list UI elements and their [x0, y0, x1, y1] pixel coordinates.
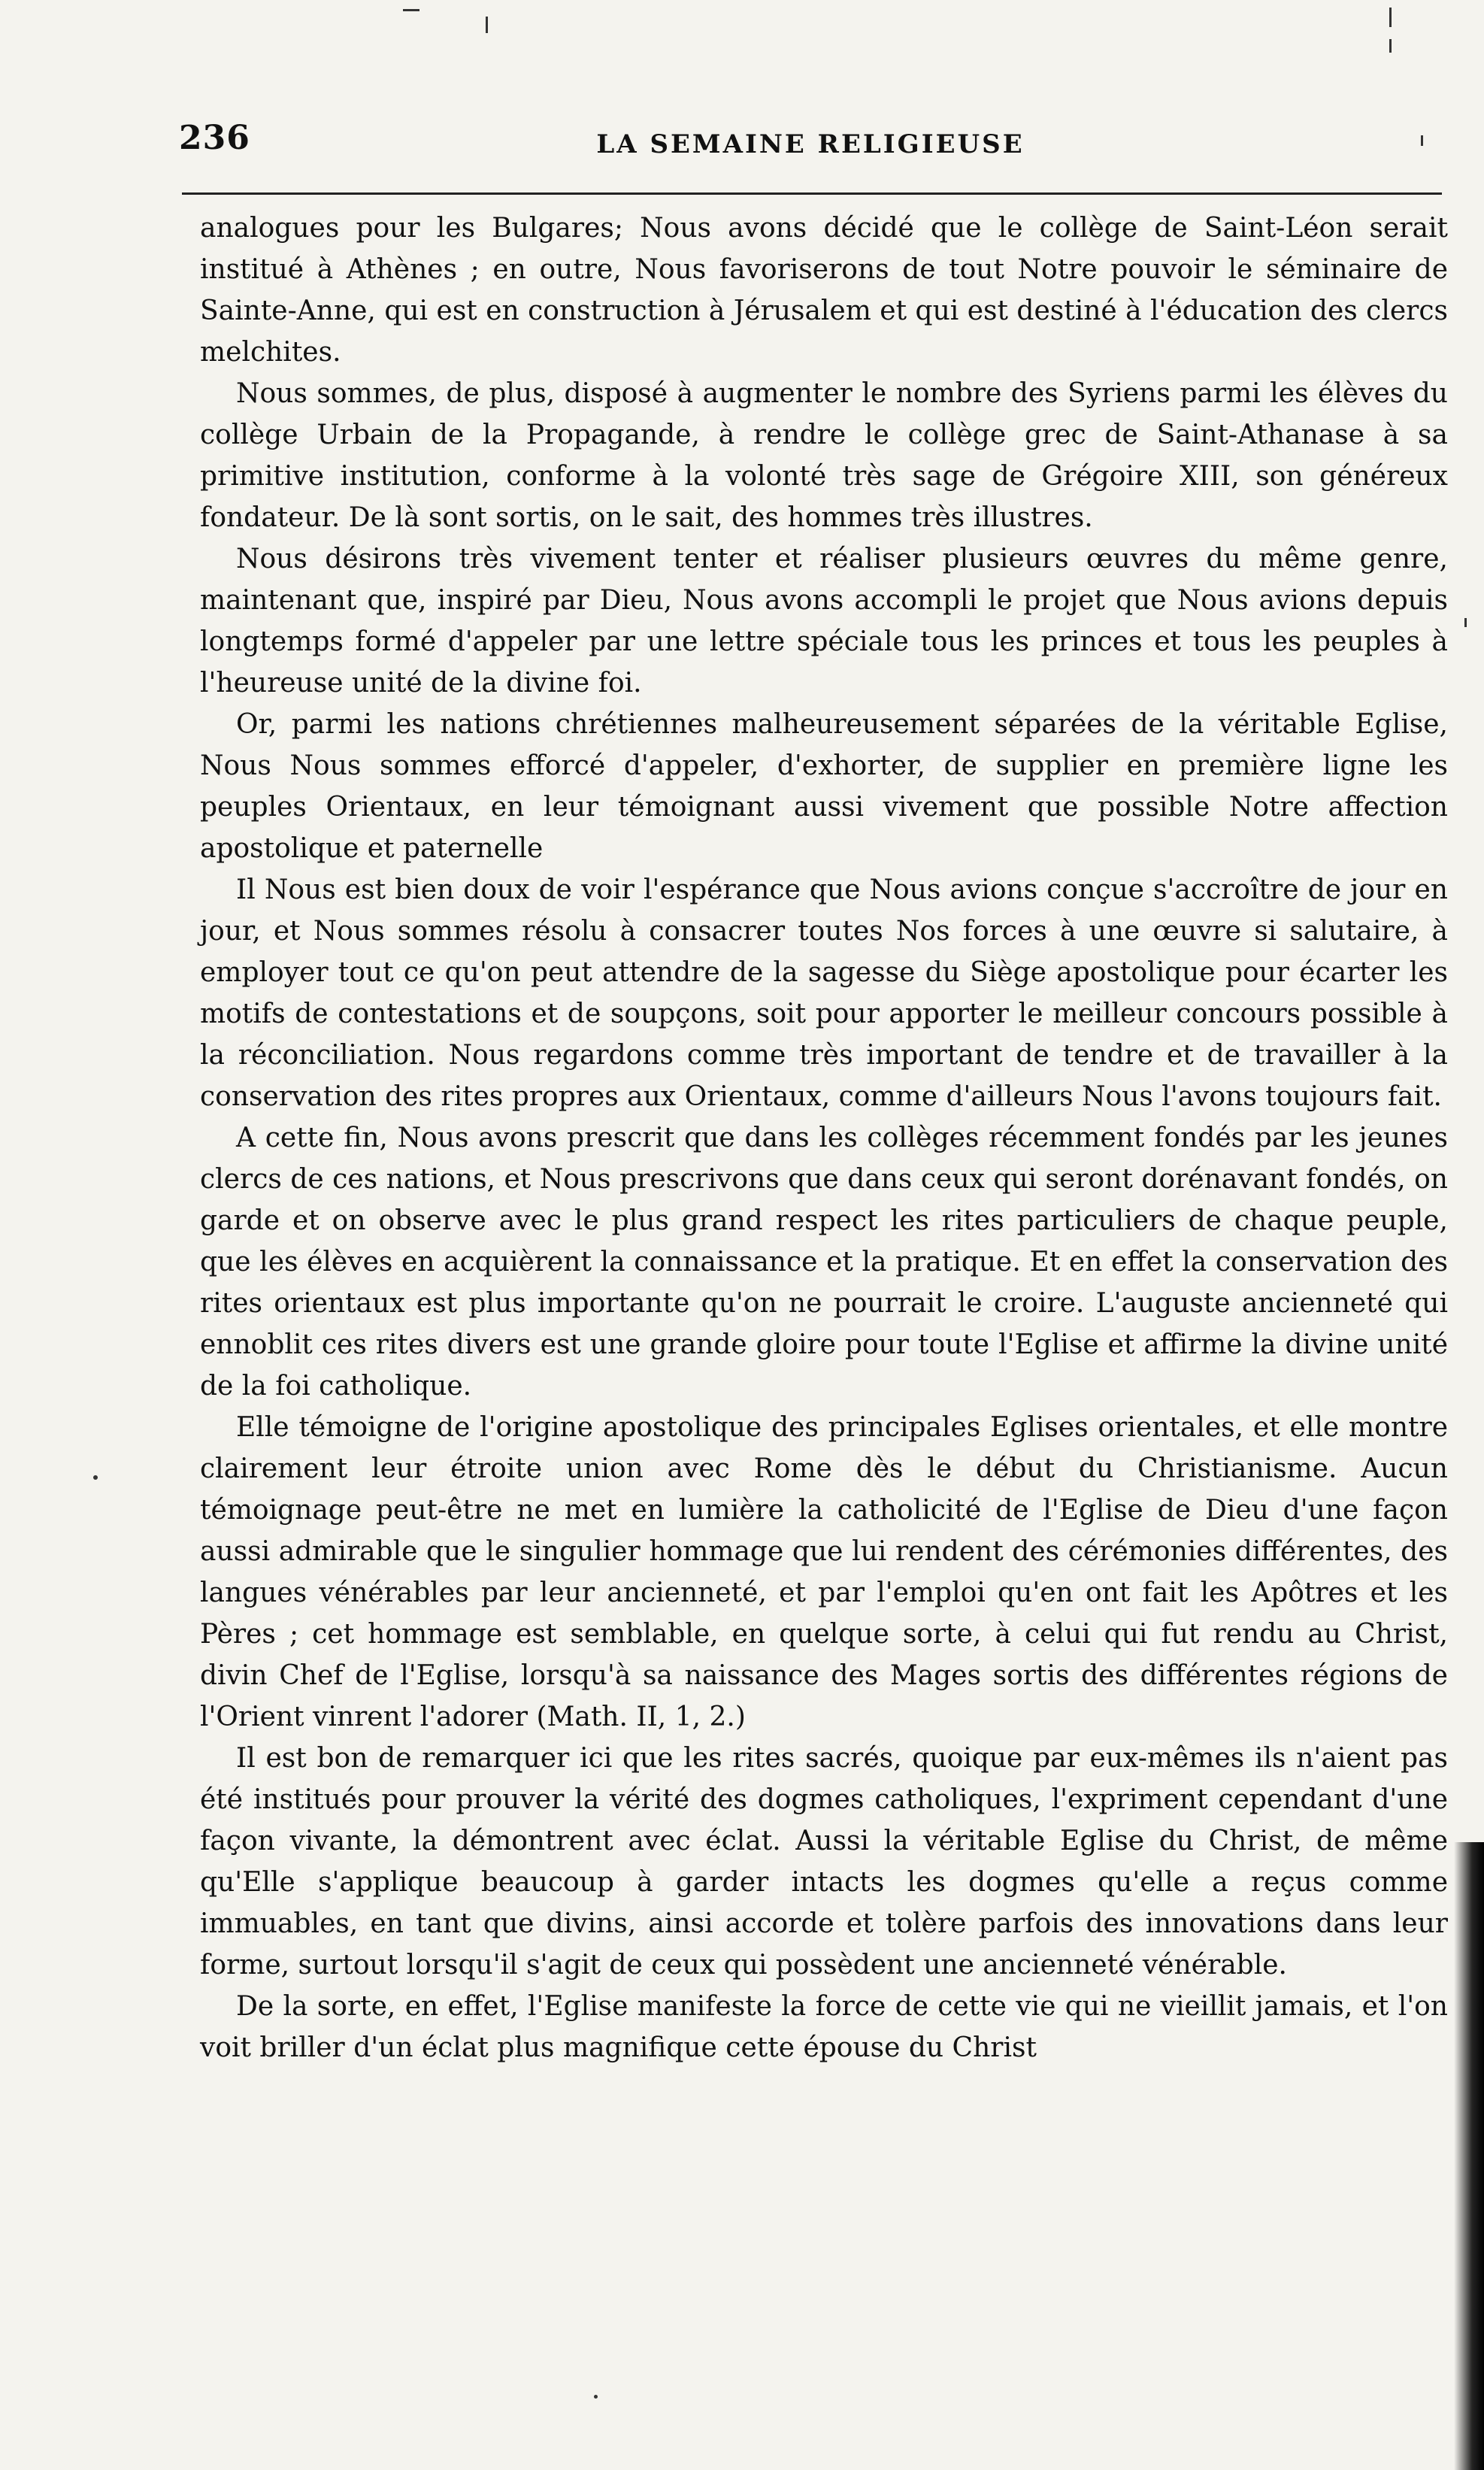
scan-speck: [1389, 39, 1392, 53]
scan-speck: [93, 1475, 98, 1480]
scan-speck: [403, 9, 419, 11]
paragraph: Nous désirons très vivement tenter et réaliser plusieurs œuvres du même genre, maintenant que, inspiré par Dieu, Nous avons accompli le projet que Nous avions depuis longtemps formé d'appeler par une lettre spéciale tous les princes et tous les peuples à l'heureuse unité de la divine foi.: [200, 544, 1448, 699]
body-text: [200, 208, 1448, 2068]
scan-speck: [1464, 618, 1467, 627]
scan-edge-shadow: [1454, 1842, 1484, 2470]
running-title: LA SEMAINE RELIGIEUSE: [596, 129, 1025, 159]
scan-speck: [594, 2395, 598, 2399]
paragraph: De la sorte, en effet, l'Eglise manifeste la force de cette vie qui ne vieillit jamais, et l'on voit briller d'un éclat plus magnifique cette épouse du Christ: [200, 1991, 1448, 2063]
scan-speck: [486, 17, 488, 33]
paragraph: Il Nous est bien doux de voir l'espérance que Nous avions conçue s'accroître de jour en jour, et Nous sommes résolu à consacrer toutes Nos forces à une œuvre si salutaire, à employer tout ce qu'on peut attendre de la sagesse du Siège apostolique pour écarter les motifs de contestations et de soupçons, soit pour apporter le meilleur concours possible à la réconciliation. Nous regardons comme très important de tendre et de travailler à la conservation des rites propres aux Orientaux, comme d'ailleurs Nous l'avons toujours fait.: [200, 874, 1448, 1112]
page-number: 236: [179, 119, 250, 157]
paragraph: analogues pour les Bulgares; Nous avons décidé que le collège de Saint-Léon serait institué à Athènes ; en outre, Nous favoriserons de tout Notre pouvoir le séminaire de Sainte-Anne, qui est en construction à Jérusalem et qui est destiné à l'éducation des clercs melchites.: [200, 213, 1448, 368]
paragraph: Or, parmi les nations chrétiennes malheureusement séparées de la véritable Eglise, Nous Nous sommes efforcé d'appeler, d'exhorter, de supplier en première ligne les peuples Orientaux, en leur témoignant aussi vivement que possible Notre affection apostolique et paternelle: [200, 709, 1448, 864]
paragraph: A cette fin, Nous avons prescrit que dans les collèges récemment fondés par les jeunes clercs de ces nations, et Nous prescrivons que dans ceux qui seront dorénavant fondés, on garde et on observe avec le plus grand respect les rites particuliers de chaque peuple, que les élèves en acquièrent la connaissance et la pratique. Et en effet la conservation des rites orientaux est plus importante qu'on ne pourrait le croire. L'auguste ancienneté qui ennoblit ces rites divers est une grande gloire pour toute l'Eglise et affirme la divine unité de la foi catholique.: [200, 1123, 1448, 1402]
page-header: [179, 119, 1442, 171]
scan-speck: [1421, 135, 1423, 146]
paragraph: Nous sommes, de plus, disposé à augmenter le nombre des Syriens parmi les élèves du collège Urbain de la Propagande, à rendre le collège grec de Saint-Athanase à sa primitive institution, conforme à la volonté très sage de Grégoire XIII, son généreux fondateur. De là sont sortis, on le sait, des hommes très illustres.: [200, 378, 1448, 533]
header-rule: [182, 192, 1442, 195]
paragraph: Elle témoigne de l'origine apostolique des principales Eglises orientales, et elle montre clairement leur étroite union avec Rome dès le début du Christianisme. Aucun témoignage peut-être ne met en lumière la catholicité de l'Eglise de Dieu d'une façon aussi admirable que le singulier hommage que lui rendent des cérémonies différentes, des langues vénérables par leur ancienneté, et par l'emploi qu'en ont fait les Apôtres et les Pères ; cet hommage est semblable, en quelque sorte, à celui qui fut rendu au Christ, divin Chef de l'Eglise, lorsqu'à sa naissance des Mages sortis des différentes régions de l'Orient vinrent l'adorer (Math. II, 1, 2.): [200, 1412, 1448, 1732]
paragraph: Il est bon de remarquer ici que les rites sacrés, quoique par eux-mêmes ils n'aient pas été institués pour prouver la vérité des dogmes catholiques, l'expriment cependant d'une façon vivante, la démontrent avec éclat. Aussi la véritable Eglise du Christ, de même qu'Elle s'applique beaucoup à garder intacts les dogmes qu'elle a reçus comme immuables, en tant que divins, ainsi accorde et tolère parfois des innovations dans leur forme, surtout lorsqu'il s'agit de ceux qui possèdent une ancienneté vénérable.: [200, 1743, 1448, 1981]
scan-speck: [1389, 8, 1392, 27]
